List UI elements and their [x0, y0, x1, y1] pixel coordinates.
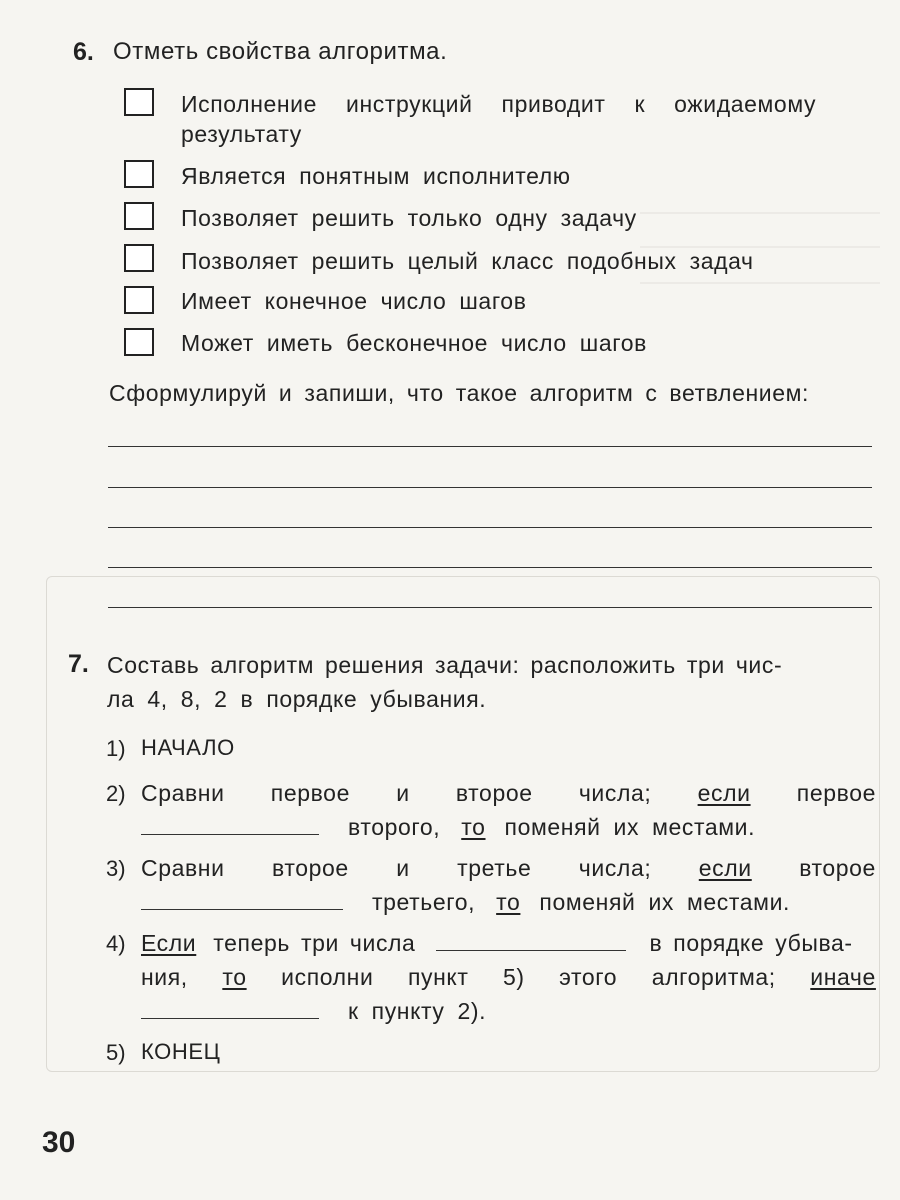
step-3-word: второе: [272, 855, 349, 881]
option-4-text: Позволяет решить целый класс подобных задач: [181, 248, 754, 274]
answer-line-5[interactable]: [108, 607, 872, 608]
step-2-word: первое: [796, 780, 876, 806]
task7-title-line1: Составь алгоритм решения задачи: расположить три чис-: [107, 652, 783, 678]
answer-line-2[interactable]: [108, 487, 872, 488]
checkbox-option-6[interactable]: [124, 328, 154, 356]
step-4-blank-2[interactable]: [141, 1000, 319, 1019]
step-3-line1: [141, 855, 876, 882]
step-2-word: и: [396, 780, 410, 806]
step-4-text: в порядке убыва-: [649, 930, 853, 956]
option-6-text: Может иметь бесконечное число шагов: [181, 330, 647, 356]
answer-line-4[interactable]: [108, 567, 872, 568]
step-2-keyword-then: то: [461, 814, 486, 840]
step-4-number: 4): [106, 931, 126, 956]
answer-line-3[interactable]: [108, 527, 872, 528]
option-1-line2: результату: [181, 121, 302, 147]
show-through-line: [640, 282, 880, 284]
step-3-line2: [141, 889, 790, 916]
step-2-blank[interactable]: [141, 816, 319, 835]
step-4-word: 5): [502, 964, 525, 990]
step-3-word: третье: [457, 855, 532, 881]
step-4-keyword-if: Если: [141, 930, 197, 956]
task6-title: Отметь свойства алгоритма.: [113, 38, 448, 65]
step-2-keyword-if: если: [697, 780, 751, 806]
option-2-text: Является понятным исполнителю: [181, 163, 571, 189]
step-4-line2: [141, 964, 876, 991]
step-3-number: 3): [106, 856, 126, 881]
option-5-text: Имеет конечное число шагов: [181, 288, 527, 314]
task6-prompt: Сформулируй и запиши, что такое алгоритм с ветвлением:: [109, 380, 810, 406]
step-3-word: и: [396, 855, 410, 881]
step-2-tail: второго,: [348, 814, 441, 840]
step-1-text: НАЧАЛО: [141, 735, 235, 760]
answer-line-1[interactable]: [108, 446, 872, 447]
step-4-line3: [141, 998, 486, 1025]
step-4-text: теперь три числа: [213, 930, 416, 956]
step-4-keyword-then: то: [222, 964, 247, 990]
step-5-text: КОНЕЦ: [141, 1039, 221, 1064]
step-4-keyword-else: иначе: [810, 964, 876, 990]
step-3-blank[interactable]: [141, 891, 343, 910]
step-2-tail: поменяй их местами.: [504, 814, 756, 840]
task7-number: 7.: [68, 650, 89, 678]
show-through-line: [640, 212, 880, 214]
step-2-word: первое: [270, 780, 350, 806]
option-1-line1: [181, 91, 881, 118]
step-2-word: второе: [455, 780, 533, 806]
step-2-word: Сравни: [141, 780, 225, 806]
task6-number: 6.: [73, 38, 94, 66]
step-3-keyword-if: если: [698, 855, 752, 881]
checkbox-option-2[interactable]: [124, 160, 154, 188]
step-3-word: второе: [799, 855, 876, 881]
task7-title-line2: ла 4, 8, 2 в порядке убывания.: [107, 686, 487, 712]
step-2-word: числа;: [578, 780, 652, 806]
checkbox-option-4[interactable]: [124, 244, 154, 272]
step-1-number: 1): [106, 736, 126, 761]
step-4-text: к пункту 2).: [348, 998, 487, 1024]
option-3-text: Позволяет решить только одну задачу: [181, 205, 637, 231]
checkbox-option-1[interactable]: [124, 88, 154, 116]
step-4-word: исполни: [281, 964, 374, 990]
step-2-line2: [141, 814, 755, 841]
page-number: 30: [42, 1126, 76, 1159]
step-4-blank-1[interactable]: [436, 932, 626, 951]
step-3-word: Сравни: [141, 855, 225, 881]
step-4-word: этого: [559, 964, 618, 990]
checkbox-option-3[interactable]: [124, 202, 154, 230]
step-4-line1: [141, 930, 853, 957]
step-3-word: числа;: [578, 855, 652, 881]
step-2-number: 2): [106, 781, 126, 806]
option-1-text: Исполнение инструкций приводит к ожидаемому: [181, 91, 817, 117]
step-4-word: алгоритма;: [651, 964, 776, 990]
step-2-line1: [141, 780, 876, 807]
step-3-tail: поменяй их местами.: [539, 889, 791, 915]
checkbox-option-5[interactable]: [124, 286, 154, 314]
step-4-word: ния,: [141, 964, 188, 990]
step-3-tail: третьего,: [372, 889, 476, 915]
step-5-number: 5): [106, 1040, 126, 1065]
step-4-word: пункт: [407, 964, 469, 990]
step-3-keyword-then: то: [496, 889, 521, 915]
